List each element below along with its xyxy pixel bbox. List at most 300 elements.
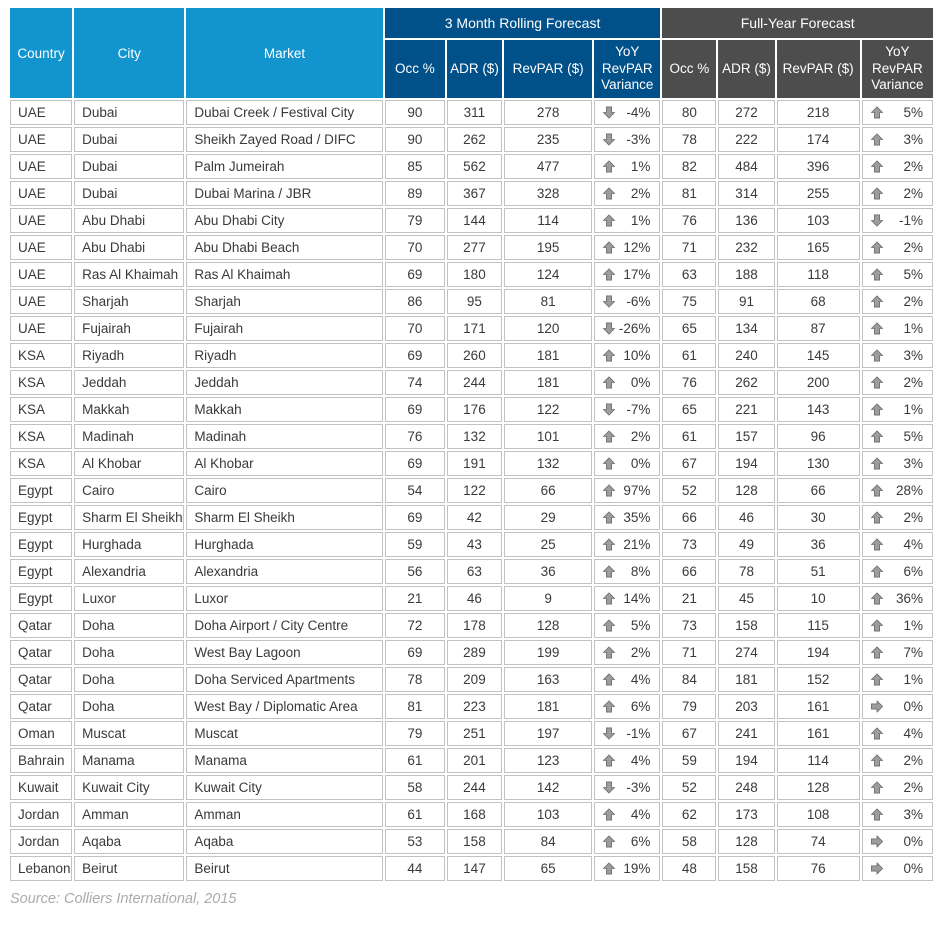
fy-adr-cell: 262 — [718, 370, 774, 395]
variance-value: -1% — [898, 213, 923, 228]
city-cell: Alexandria — [74, 559, 184, 584]
fy-adr-cell: 128 — [718, 829, 774, 854]
table-row — [10, 235, 933, 260]
table-row — [10, 802, 933, 827]
m3-revpar-cell: 122 — [504, 397, 592, 422]
market-cell: Cairo — [186, 478, 382, 503]
m3-adr-cell: 244 — [447, 775, 502, 800]
yoy-variance — [863, 861, 932, 876]
m3-occ-cell: 58 — [385, 775, 445, 800]
m3-yoy-variance-cell — [594, 613, 660, 638]
m3-yoy-variance-cell — [594, 559, 660, 584]
m3-adr-cell: 201 — [447, 748, 502, 773]
fy-occ-cell: 61 — [662, 343, 716, 368]
fy-yoy-variance-cell — [862, 370, 933, 395]
arrow-right-icon — [870, 863, 883, 875]
yoy-variance — [863, 726, 932, 741]
m3-revpar-cell: 101 — [504, 424, 592, 449]
table-row — [10, 775, 933, 800]
fy-occ-cell: 80 — [662, 100, 716, 125]
yoy-variance — [863, 645, 932, 660]
col-header-fy-revpar: RevPAR ($) — [777, 40, 860, 98]
arrow-up-icon — [871, 754, 883, 767]
arrow-up-icon — [871, 619, 883, 632]
arrow-up-icon — [871, 322, 883, 335]
city-cell: Beirut — [74, 856, 184, 881]
fy-yoy-variance-cell — [862, 505, 933, 530]
country-cell: Egypt — [10, 478, 72, 503]
arrow-right-icon — [870, 836, 883, 848]
arrow-up-icon — [871, 808, 883, 821]
arrow-up-icon — [871, 349, 883, 362]
variance-value: 5% — [630, 618, 651, 633]
city-cell: Doha — [74, 694, 184, 719]
yoy-variance — [595, 294, 659, 309]
arrow-up-icon — [871, 160, 883, 173]
m3-adr-cell: 171 — [447, 316, 502, 341]
arrow-up-icon — [603, 646, 615, 659]
table-row — [10, 208, 933, 233]
m3-occ-cell: 44 — [385, 856, 445, 881]
market-cell: Dubai Creek / Festival City — [186, 100, 382, 125]
m3-revpar-cell: 120 — [504, 316, 592, 341]
market-cell: Makkah — [186, 397, 382, 422]
yoy-variance — [595, 267, 659, 282]
header-group-row — [10, 8, 933, 38]
m3-adr-cell: 262 — [447, 127, 502, 152]
table-row — [10, 694, 933, 719]
fy-adr-cell: 45 — [718, 586, 774, 611]
m3-yoy-variance-cell — [594, 640, 660, 665]
city-cell: Makkah — [74, 397, 184, 422]
m3-occ-cell: 86 — [385, 289, 445, 314]
fy-occ-cell: 63 — [662, 262, 716, 287]
fy-revpar-cell: 74 — [777, 829, 860, 854]
m3-revpar-cell: 328 — [504, 181, 592, 206]
table-row — [10, 289, 933, 314]
country-cell: UAE — [10, 127, 72, 152]
m3-occ-cell: 70 — [385, 316, 445, 341]
table-row — [10, 613, 933, 638]
variance-value: 2% — [903, 186, 923, 201]
yoy-variance — [595, 807, 659, 822]
fy-revpar-cell: 165 — [777, 235, 860, 260]
variance-value: 3% — [903, 456, 923, 471]
arrow-up-icon — [603, 754, 615, 767]
fy-occ-cell: 71 — [662, 235, 716, 260]
arrow-up-icon — [871, 376, 883, 389]
m3-occ-cell: 69 — [385, 505, 445, 530]
arrow-up-icon — [603, 808, 615, 821]
arrow-up-icon — [603, 673, 615, 686]
variance-value: 2% — [630, 186, 651, 201]
fy-occ-cell: 73 — [662, 532, 716, 557]
fy-occ-cell: 66 — [662, 559, 716, 584]
col-header-m3-revpar: RevPAR ($) — [504, 40, 592, 98]
fy-revpar-cell: 161 — [777, 694, 860, 719]
market-cell: Sharjah — [186, 289, 382, 314]
table-row — [10, 100, 933, 125]
m3-adr-cell: 42 — [447, 505, 502, 530]
variance-value: 4% — [630, 807, 651, 822]
variance-value: 1% — [630, 159, 651, 174]
m3-occ-cell: 81 — [385, 694, 445, 719]
m3-adr-cell: 251 — [447, 721, 502, 746]
m3-yoy-variance-cell — [594, 424, 660, 449]
table-row — [10, 586, 933, 611]
variance-value: 4% — [630, 672, 651, 687]
fy-occ-cell: 79 — [662, 694, 716, 719]
market-cell: Jeddah — [186, 370, 382, 395]
m3-revpar-cell: 181 — [504, 694, 592, 719]
table-row — [10, 748, 933, 773]
yoy-variance — [595, 213, 659, 228]
market-cell: Muscat — [186, 721, 382, 746]
m3-revpar-cell: 103 — [504, 802, 592, 827]
fy-occ-cell: 67 — [662, 721, 716, 746]
arrow-down-icon — [603, 106, 615, 119]
country-cell: UAE — [10, 100, 72, 125]
market-cell: West Bay Lagoon — [186, 640, 382, 665]
fy-occ-cell: 59 — [662, 748, 716, 773]
m3-revpar-cell: 163 — [504, 667, 592, 692]
variance-value: 4% — [903, 537, 923, 552]
fy-yoy-variance-cell — [862, 775, 933, 800]
fy-revpar-cell: 145 — [777, 343, 860, 368]
city-cell: Fujairah — [74, 316, 184, 341]
fy-occ-cell: 65 — [662, 316, 716, 341]
fy-yoy-variance-cell — [862, 829, 933, 854]
city-cell: Abu Dhabi — [74, 208, 184, 233]
country-cell: KSA — [10, 451, 72, 476]
arrow-up-icon — [871, 673, 883, 686]
country-cell: Egypt — [10, 559, 72, 584]
market-cell: Al Khobar — [186, 451, 382, 476]
arrow-up-icon — [603, 862, 615, 875]
variance-value: 10% — [623, 348, 651, 363]
m3-yoy-variance-cell — [594, 586, 660, 611]
table-row — [10, 424, 933, 449]
city-cell: Muscat — [74, 721, 184, 746]
yoy-variance — [863, 510, 932, 525]
yoy-variance — [863, 213, 932, 228]
arrow-up-icon — [871, 484, 883, 497]
m3-revpar-cell: 25 — [504, 532, 592, 557]
arrow-up-icon — [603, 511, 615, 524]
fy-adr-cell: 158 — [718, 613, 774, 638]
city-cell: Doha — [74, 640, 184, 665]
m3-revpar-cell: 195 — [504, 235, 592, 260]
col-header-m3-occ: Occ % — [385, 40, 445, 98]
m3-occ-cell: 78 — [385, 667, 445, 692]
fy-adr-cell: 46 — [718, 505, 774, 530]
fy-yoy-variance-cell — [862, 235, 933, 260]
m3-yoy-variance-cell — [594, 127, 660, 152]
arrow-up-icon — [603, 592, 615, 605]
m3-yoy-variance-cell — [594, 316, 660, 341]
country-cell: Jordan — [10, 802, 72, 827]
yoy-variance — [863, 456, 932, 471]
m3-occ-cell: 69 — [385, 397, 445, 422]
fy-yoy-variance-cell — [862, 721, 933, 746]
country-cell: KSA — [10, 370, 72, 395]
market-cell: Kuwait City — [186, 775, 382, 800]
fy-yoy-variance-cell — [862, 154, 933, 179]
variance-value: -26% — [618, 321, 651, 336]
m3-yoy-variance-cell — [594, 154, 660, 179]
variance-value: -4% — [626, 105, 651, 120]
m3-adr-cell: 562 — [447, 154, 502, 179]
fy-revpar-cell: 76 — [777, 856, 860, 881]
arrow-up-icon — [603, 187, 615, 200]
variance-value: 0% — [903, 861, 923, 876]
city-cell: Dubai — [74, 154, 184, 179]
variance-value: 2% — [903, 510, 923, 525]
yoy-variance — [595, 348, 659, 363]
yoy-variance — [863, 537, 932, 552]
m3-adr-cell: 144 — [447, 208, 502, 233]
m3-revpar-cell: 235 — [504, 127, 592, 152]
country-cell: Kuwait — [10, 775, 72, 800]
col-header-city: City — [74, 8, 184, 98]
country-cell: KSA — [10, 424, 72, 449]
m3-adr-cell: 122 — [447, 478, 502, 503]
yoy-variance — [595, 159, 659, 174]
market-cell: Fujairah — [186, 316, 382, 341]
variance-value: 2% — [903, 375, 923, 390]
table-row — [10, 181, 933, 206]
fy-yoy-variance-cell — [862, 262, 933, 287]
variance-value: 4% — [903, 726, 923, 741]
fy-adr-cell: 91 — [718, 289, 774, 314]
country-cell: Qatar — [10, 613, 72, 638]
variance-value: 2% — [903, 294, 923, 309]
city-cell: Kuwait City — [74, 775, 184, 800]
fy-occ-cell: 62 — [662, 802, 716, 827]
country-cell: UAE — [10, 235, 72, 260]
arrow-up-icon — [603, 430, 615, 443]
fy-adr-cell: 484 — [718, 154, 774, 179]
country-cell: Lebanon — [10, 856, 72, 881]
arrow-up-icon — [871, 592, 883, 605]
table-row — [10, 262, 933, 287]
yoy-variance — [595, 564, 659, 579]
variance-value: 4% — [630, 753, 651, 768]
variance-value: 3% — [903, 132, 923, 147]
table-row — [10, 343, 933, 368]
fy-yoy-variance-cell — [862, 613, 933, 638]
variance-value: 1% — [903, 618, 923, 633]
m3-adr-cell: 132 — [447, 424, 502, 449]
arrow-down-icon — [871, 214, 883, 227]
arrow-up-icon — [871, 133, 883, 146]
city-cell: Al Khobar — [74, 451, 184, 476]
city-cell: Sharm El Sheikh — [74, 505, 184, 530]
col-header-market: Market — [186, 8, 382, 98]
arrow-up-icon — [603, 214, 615, 227]
variance-value: 1% — [903, 321, 923, 336]
country-cell: UAE — [10, 262, 72, 287]
variance-value: -3% — [626, 132, 651, 147]
fy-yoy-variance-cell — [862, 802, 933, 827]
fy-adr-cell: 78 — [718, 559, 774, 584]
fy-occ-cell: 82 — [662, 154, 716, 179]
yoy-variance — [595, 834, 659, 849]
fy-adr-cell: 188 — [718, 262, 774, 287]
fy-revpar-cell: 130 — [777, 451, 860, 476]
variance-value: 2% — [903, 780, 923, 795]
yoy-variance — [863, 429, 932, 444]
forecast-table — [8, 6, 935, 883]
table-row — [10, 532, 933, 557]
variance-value: 14% — [623, 591, 651, 606]
variance-value: 2% — [903, 240, 923, 255]
m3-adr-cell: 260 — [447, 343, 502, 368]
m3-revpar-cell: 36 — [504, 559, 592, 584]
arrow-up-icon — [603, 241, 615, 254]
m3-yoy-variance-cell — [594, 802, 660, 827]
arrow-up-icon — [871, 781, 883, 794]
yoy-variance — [595, 753, 659, 768]
m3-yoy-variance-cell — [594, 181, 660, 206]
country-cell: Qatar — [10, 640, 72, 665]
city-cell: Luxor — [74, 586, 184, 611]
m3-occ-cell: 74 — [385, 370, 445, 395]
fy-yoy-variance-cell — [862, 316, 933, 341]
m3-adr-cell: 46 — [447, 586, 502, 611]
table-row — [10, 478, 933, 503]
city-cell: Dubai — [74, 127, 184, 152]
variance-value: -3% — [626, 780, 651, 795]
city-cell: Jeddah — [74, 370, 184, 395]
m3-adr-cell: 43 — [447, 532, 502, 557]
variance-value: 21% — [623, 537, 651, 552]
m3-yoy-variance-cell — [594, 451, 660, 476]
m3-adr-cell: 311 — [447, 100, 502, 125]
fy-revpar-cell: 161 — [777, 721, 860, 746]
m3-revpar-cell: 29 — [504, 505, 592, 530]
m3-revpar-cell: 142 — [504, 775, 592, 800]
fy-revpar-cell: 174 — [777, 127, 860, 152]
market-cell: Sharm El Sheikh — [186, 505, 382, 530]
yoy-variance — [595, 240, 659, 255]
m3-adr-cell: 176 — [447, 397, 502, 422]
fy-yoy-variance-cell — [862, 586, 933, 611]
yoy-variance — [595, 375, 659, 390]
fy-revpar-cell: 396 — [777, 154, 860, 179]
m3-revpar-cell: 114 — [504, 208, 592, 233]
fy-revpar-cell: 51 — [777, 559, 860, 584]
fy-yoy-variance-cell — [862, 343, 933, 368]
market-cell: Palm Jumeirah — [186, 154, 382, 179]
m3-revpar-cell: 199 — [504, 640, 592, 665]
m3-occ-cell: 69 — [385, 262, 445, 287]
m3-occ-cell: 61 — [385, 802, 445, 827]
yoy-variance — [863, 186, 932, 201]
table-row — [10, 505, 933, 530]
market-cell: Abu Dhabi City — [186, 208, 382, 233]
yoy-variance — [863, 132, 932, 147]
market-cell: Luxor — [186, 586, 382, 611]
fy-adr-cell: 194 — [718, 451, 774, 476]
arrow-down-icon — [603, 322, 615, 335]
yoy-variance — [863, 240, 932, 255]
variance-value: 1% — [630, 213, 651, 228]
fy-yoy-variance-cell — [862, 559, 933, 584]
fy-occ-cell: 66 — [662, 505, 716, 530]
yoy-variance — [595, 402, 659, 417]
variance-value: 1% — [903, 672, 923, 687]
variance-value: 36% — [895, 591, 923, 606]
m3-adr-cell: 209 — [447, 667, 502, 692]
fy-adr-cell: 136 — [718, 208, 774, 233]
fy-occ-cell: 65 — [662, 397, 716, 422]
yoy-variance — [863, 402, 932, 417]
m3-occ-cell: 21 — [385, 586, 445, 611]
col-header-m3-adr: ADR ($) — [447, 40, 502, 98]
fy-adr-cell: 221 — [718, 397, 774, 422]
fy-revpar-cell: 108 — [777, 802, 860, 827]
country-cell: UAE — [10, 316, 72, 341]
market-cell: Ras Al Khaimah — [186, 262, 382, 287]
fy-adr-cell: 240 — [718, 343, 774, 368]
market-cell: Doha Serviced Apartments — [186, 667, 382, 692]
col-header-m3-yoy-variance: YoY RevPAR Variance — [594, 40, 660, 98]
fy-yoy-variance-cell — [862, 532, 933, 557]
country-cell: Jordan — [10, 829, 72, 854]
variance-value: 3% — [903, 348, 923, 363]
yoy-variance — [863, 348, 932, 363]
fy-adr-cell: 222 — [718, 127, 774, 152]
arrow-up-icon — [603, 349, 615, 362]
m3-adr-cell: 95 — [447, 289, 502, 314]
m3-occ-cell: 90 — [385, 127, 445, 152]
fy-yoy-variance-cell — [862, 451, 933, 476]
variance-value: 2% — [903, 159, 923, 174]
variance-value: -1% — [626, 726, 651, 741]
country-cell: UAE — [10, 181, 72, 206]
m3-yoy-variance-cell — [594, 208, 660, 233]
yoy-variance — [863, 780, 932, 795]
arrow-up-icon — [871, 295, 883, 308]
m3-yoy-variance-cell — [594, 262, 660, 287]
fy-occ-cell: 84 — [662, 667, 716, 692]
m3-revpar-cell: 65 — [504, 856, 592, 881]
fy-occ-cell: 71 — [662, 640, 716, 665]
table-row — [10, 667, 933, 692]
fy-occ-cell: 58 — [662, 829, 716, 854]
m3-yoy-variance-cell — [594, 667, 660, 692]
market-cell: Dubai Marina / JBR — [186, 181, 382, 206]
fy-adr-cell: 203 — [718, 694, 774, 719]
country-cell: UAE — [10, 289, 72, 314]
city-cell: Doha — [74, 667, 184, 692]
yoy-variance — [595, 105, 659, 120]
m3-yoy-variance-cell — [594, 775, 660, 800]
arrow-up-icon — [603, 376, 615, 389]
m3-yoy-variance-cell — [594, 397, 660, 422]
country-cell: Bahrain — [10, 748, 72, 773]
market-cell: Amman — [186, 802, 382, 827]
yoy-variance — [863, 591, 932, 606]
m3-occ-cell: 61 — [385, 748, 445, 773]
arrow-down-icon — [603, 781, 615, 794]
city-cell: Madinah — [74, 424, 184, 449]
fy-adr-cell: 128 — [718, 478, 774, 503]
variance-value: 17% — [623, 267, 651, 282]
variance-value: 12% — [623, 240, 651, 255]
table-row — [10, 154, 933, 179]
